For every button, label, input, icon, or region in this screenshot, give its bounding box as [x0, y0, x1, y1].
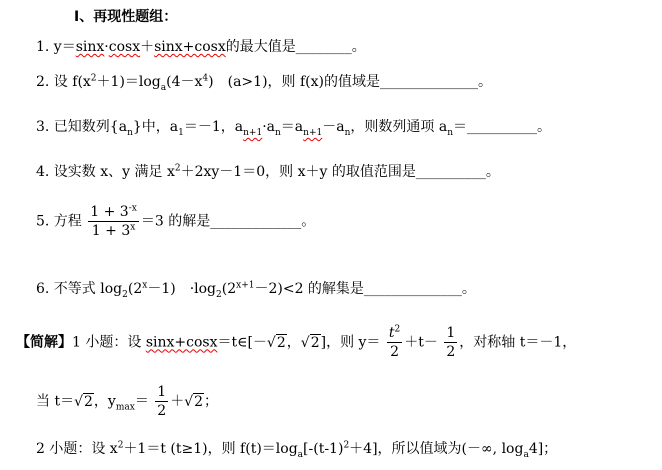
q2-exp: 2	[90, 73, 97, 84]
q2-prefix: 2. 设 f(x	[36, 74, 91, 90]
answer-1	[16, 326, 576, 359]
q5-denominator: 1 + 3	[91, 223, 131, 239]
q2-mid: ＋1)＝log	[96, 74, 161, 90]
q3-suffix: ＝__________。	[452, 119, 551, 135]
q5-numerator: 1 + 3	[90, 204, 129, 220]
ans1-num-t: t	[388, 325, 395, 341]
q6-mid: (2	[127, 281, 143, 297]
q1-dot: ·	[104, 39, 109, 55]
q2-sub: a	[160, 82, 167, 93]
q1-prefix: 1. y＝	[36, 39, 76, 55]
q2-exp4: 4	[202, 73, 209, 84]
q1-sinx-cosx: sinx+cosx	[154, 39, 226, 55]
ans1-den2: 2	[446, 344, 456, 360]
q6-exp-x1: x+1	[236, 280, 255, 291]
q3-sub-n2: n	[275, 127, 281, 138]
ans1-mid: ＝t∈[－	[217, 334, 267, 351]
ans2-mid3: ＋4]，所以值域为(－∞, log	[349, 441, 524, 457]
q1-sinx: sinx	[75, 39, 105, 55]
ans1b-fraction	[155, 385, 168, 418]
q3-sub: n	[127, 127, 133, 138]
sqrt-icon: √2	[74, 393, 93, 410]
ans1b-suffix: ；	[204, 393, 219, 410]
q5-fraction	[88, 205, 139, 238]
q4-exp: 2	[174, 163, 181, 174]
q6-prefix: 6. 不等式 log	[36, 281, 123, 297]
ans1-sinx-cosx: sinx+cosx	[145, 334, 218, 351]
q5-prefix: 5. 方程	[36, 213, 82, 230]
q5-suffix: ＝3 的解是_____________。	[140, 213, 316, 230]
ans2-mid: ＋1＝t (t≥1)，则 f(t)＝log	[123, 441, 298, 457]
ans1-fraction-t2	[387, 326, 402, 359]
question-2	[36, 73, 492, 93]
q3-sub-n1: n+1	[243, 127, 263, 138]
q6-exp-x: x	[142, 280, 148, 291]
ans2-suffix: 4]；	[528, 441, 558, 457]
ans1-mid3: ＋t－	[404, 334, 438, 351]
question-4	[36, 165, 500, 179]
question-6	[36, 280, 476, 300]
q3-mid: }中，a	[132, 119, 179, 135]
q3-mid3: ·a	[262, 119, 275, 135]
q4-prefix: 4. 设实数 x、y 满足 x	[36, 164, 175, 180]
q3-sub-n5: n	[447, 127, 453, 138]
ans1-prefix: 1 小题：设	[72, 334, 146, 351]
ans1b-sub-max: max	[115, 402, 135, 413]
section-title: Ⅰ、再现性题组：	[74, 9, 178, 25]
ans1b-eq: ＝	[134, 393, 149, 410]
ans2-exp-b: 2	[343, 440, 350, 451]
q6-mid2: －1) ·log	[147, 281, 217, 297]
q3-sub-n4: n	[344, 127, 351, 138]
q5-den-exp: x	[130, 222, 136, 233]
answer-1-cont	[36, 385, 218, 418]
ans1-mid2: ]，则 y＝	[320, 334, 381, 351]
ans2-exp: 2	[117, 440, 124, 451]
ans1b-plus: ＋	[170, 393, 185, 410]
ans2-prefix: 2 小题：设 x	[36, 441, 118, 457]
q4-suffix: ＋2xy－1＝0，则 x＋y 的取值范围是__________。	[180, 164, 500, 180]
q1-cosx: cosx	[108, 39, 141, 55]
q1-suffix: 的最大值是________。	[225, 39, 366, 55]
q5-num-exp: -x	[128, 203, 137, 214]
question-3	[36, 119, 551, 138]
q2-mid2: (4－x	[166, 74, 203, 90]
ans1-fraction-half	[444, 326, 457, 359]
q3-mid2: ＝－1，a	[183, 119, 244, 135]
ans1b-radicand-b: 2	[194, 393, 204, 410]
q3-prefix: 3. 已知数列{a	[36, 119, 128, 135]
ans1-den1: 2	[390, 344, 400, 360]
ans2-sub-a2: a	[523, 449, 529, 460]
q6-mid3: (2	[221, 281, 237, 297]
sqrt-icon: √2	[266, 334, 286, 351]
q6-sub-b: 2	[216, 289, 222, 300]
q3-mid5: －a	[322, 119, 345, 135]
q1-plus: ＋	[140, 39, 155, 55]
q3-mid6: ，则数列通项 a	[350, 119, 448, 135]
ans1b-mid: ，y	[93, 393, 116, 410]
sqrt-icon: √2	[184, 393, 204, 410]
answer-heading: 【简解】	[16, 334, 72, 351]
ans1b-den: 2	[157, 403, 167, 419]
ans1-comma: ，	[286, 334, 301, 351]
q3-mid4: ＝a	[280, 119, 304, 135]
question-5	[36, 205, 315, 238]
ans2-mid2: [-(t-1)	[303, 441, 344, 457]
sqrt-icon: √2	[300, 334, 320, 351]
q6-suffix: －2)<2 的解集是______________。	[254, 281, 476, 297]
q3-sub-n3: n+1	[303, 127, 323, 138]
ans1-suffix: ，对称轴 t＝－1，	[459, 334, 577, 351]
q6-sub-a: 2	[122, 289, 128, 300]
ans1-num-exp: 2	[394, 324, 401, 335]
ans1b-radicand-a: 2	[84, 393, 93, 410]
ans1b-num: 1	[157, 384, 167, 400]
ans2-sub-a: a	[297, 449, 304, 460]
ans1b-prefix: 当 t＝	[36, 393, 75, 410]
ans1-num-1: 1	[446, 325, 456, 341]
ans1-radicand-b: 2	[310, 334, 320, 351]
q2-suffix: ) (a>1)，则 f(x)的值域是______________。	[208, 74, 492, 90]
q3-sub1: 1	[178, 127, 184, 138]
answer-2	[36, 440, 558, 460]
question-1	[36, 40, 366, 54]
ans1-radicand-a: 2	[276, 334, 286, 351]
